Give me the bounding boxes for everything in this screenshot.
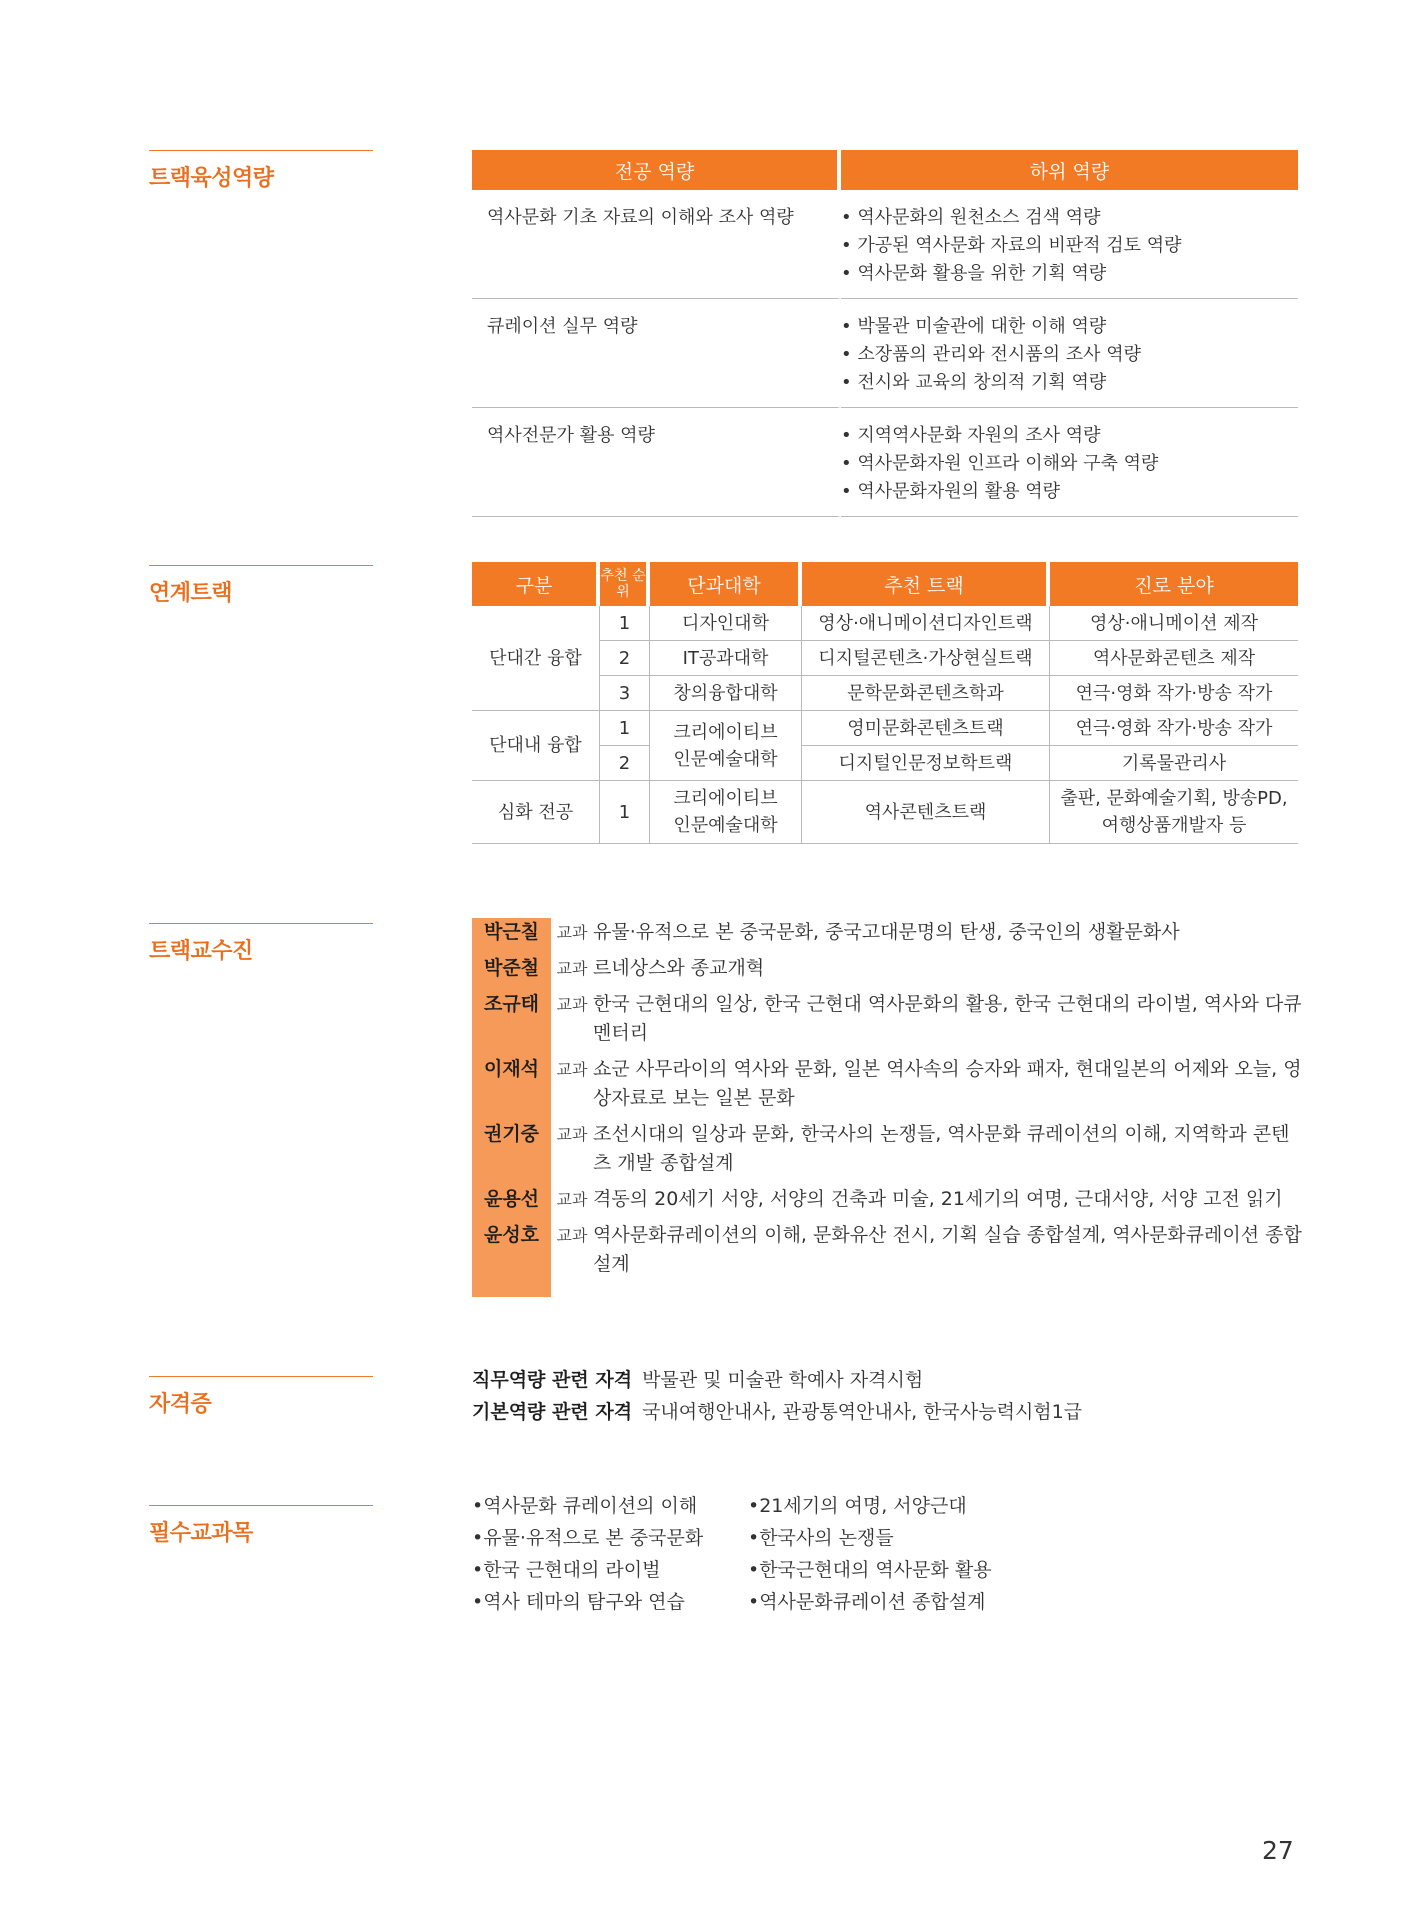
certificate-label: 직무역량 관련 자격 [472, 1369, 633, 1391]
rank-cell: 1 [600, 606, 650, 641]
list-item: •역사 테마의 탐구와 연습 [472, 1591, 685, 1613]
list-item: •한국사의 논쟁들 [748, 1527, 894, 1549]
sub-competency: • 가공된 역사문화 자료의 비판적 검토 역량 [841, 235, 1182, 256]
header-sub-competency: 하위 역량 [841, 150, 1298, 190]
rank-cell: 1 [600, 781, 650, 844]
sub-competency: • 역사문화 활용을 위한 기획 역량 [841, 263, 1107, 284]
faculty-row [472, 990, 1302, 1048]
career-cell: 출판, 문화예술기획, 방송PD, 여행상품개발자 등 [1050, 781, 1298, 844]
faculty-row [472, 954, 1302, 983]
section-title-linked-track: 연계트랙 [149, 565, 373, 607]
sub-competency: • 역사문화의 원천소스 검색 역량 [841, 207, 1101, 228]
category-cell: 단대내 융합 [472, 711, 600, 781]
sub-competency: • 박물관 미술관에 대한 이해 역량 [841, 316, 1107, 337]
faculty-title: 교과 [556, 923, 588, 942]
sub-competency-list [841, 299, 1298, 408]
list-item: •21세기의 여명, 서양근대 [748, 1495, 967, 1517]
table-row [472, 781, 1298, 844]
category-cell: 단대간 융합 [472, 606, 600, 711]
rank-cell: 1 [600, 711, 650, 746]
career-cell: 기록물관리사 [1050, 746, 1298, 781]
career-cell: 영상·애니메이션 제작 [1050, 606, 1298, 641]
faculty-row [472, 1221, 1302, 1279]
header-major-competency: 전공 역량 [472, 150, 841, 190]
competency-table [472, 150, 1298, 517]
certificate-value: 박물관 및 미술관 학예사 자격시험 [642, 1369, 924, 1391]
faculty-title: 교과 [556, 1226, 588, 1245]
faculty-title: 교과 [556, 959, 588, 978]
header-track: 추천 트랙 [802, 562, 1050, 606]
header-career: 진로 분야 [1050, 562, 1298, 606]
sub-competency-list [841, 408, 1298, 517]
faculty-name: 박준철 [483, 957, 540, 979]
faculty-row [472, 1055, 1302, 1113]
faculty-title: 교과 [556, 1125, 588, 1144]
table-row [472, 190, 1298, 299]
track-cell: 역사콘텐츠트랙 [802, 781, 1050, 844]
certificate-list [472, 1364, 1082, 1428]
table-row [472, 299, 1298, 408]
sub-competency: • 역사문화자원의 활용 역량 [841, 481, 1061, 502]
major-competency: 역사전문가 활용 역량 [472, 408, 841, 517]
faculty-name: 윤성호 [483, 1224, 540, 1246]
faculty-row [472, 1120, 1302, 1178]
faculty-courses: 유물·유적으로 본 중국문화, 중국고대문명의 탄생, 중국인의 생활문화사 [593, 921, 1180, 943]
track-cell: 영미문화콘텐츠트랙 [802, 711, 1050, 746]
section-title-certificates: 자격증 [149, 1376, 373, 1418]
section-title-competency: 트랙육성역량 [149, 150, 373, 192]
faculty-list [472, 918, 1302, 1286]
faculty-name: 권기중 [483, 1123, 540, 1145]
college-cell: 창의융합대학 [650, 676, 802, 711]
track-cell: 영상·애니메이션디자인트랙 [802, 606, 1050, 641]
faculty-row [472, 1185, 1302, 1214]
sub-competency: • 전시와 교육의 창의적 기획 역량 [841, 372, 1107, 393]
list-item: •역사문화큐레이션 종합설계 [748, 1591, 986, 1613]
faculty-courses: 조선시대의 일상과 문화, 한국사의 논쟁들, 역사문화 큐레이션의 이해, 지역학과 콘텐츠 개발 종합설계 [593, 1123, 1290, 1174]
sub-competency: • 지역역사문화 자원의 조사 역량 [841, 425, 1101, 446]
header-category: 구분 [472, 562, 600, 606]
track-cell: 문학문화콘텐츠학과 [802, 676, 1050, 711]
college-cell: IT공과대학 [650, 641, 802, 676]
faculty-name: 조규태 [483, 993, 540, 1015]
page-number: 27 [1262, 1836, 1294, 1865]
career-cell: 역사문화콘텐츠 제작 [1050, 641, 1298, 676]
sub-competency-list [841, 190, 1298, 299]
list-item: •한국근현대의 역사문화 활용 [748, 1559, 992, 1581]
certificate-row [472, 1396, 1082, 1428]
table-row [472, 408, 1298, 517]
faculty-name: 이재석 [483, 1058, 540, 1080]
list-item: •한국 근현대의 라이벌 [472, 1559, 661, 1581]
certificate-label: 기본역량 관련 자격 [472, 1401, 633, 1423]
header-rank: 추천 순위 [600, 562, 650, 606]
header-college: 단과대학 [650, 562, 802, 606]
required-courses-right [748, 1490, 992, 1618]
rank-cell: 2 [600, 641, 650, 676]
faculty-name: 박근칠 [483, 921, 540, 943]
faculty-title: 교과 [556, 1060, 588, 1079]
college-cell: 디자인대학 [650, 606, 802, 641]
section-title-faculty: 트랙교수진 [149, 923, 373, 965]
faculty-courses: 르네상스와 종교개혁 [593, 957, 765, 979]
sub-competency: • 역사문화자원 인프라 이해와 구축 역량 [841, 453, 1159, 474]
faculty-row [472, 918, 1302, 947]
faculty-name: 윤용선 [483, 1188, 540, 1210]
table-row [472, 711, 1298, 746]
required-courses-left [472, 1490, 703, 1618]
linked-track-table [472, 562, 1298, 844]
faculty-title: 교과 [556, 1190, 588, 1209]
college-cell: 크리에이티브 인문예술대학 [650, 711, 802, 781]
certificate-row [472, 1364, 1082, 1396]
list-item: •유물·유적으로 본 중국문화 [472, 1527, 704, 1549]
rank-cell: 2 [600, 746, 650, 781]
career-cell: 연극·영화 작가·방송 작가 [1050, 711, 1298, 746]
certificate-value: 국내여행안내사, 관광통역안내사, 한국사능력시험1급 [642, 1401, 1083, 1423]
section-title-required-courses: 필수교과목 [149, 1505, 373, 1547]
faculty-courses: 격동의 20세기 서양, 서양의 건축과 미술, 21세기의 여명, 근대서양, 서양 고전 읽기 [593, 1188, 1283, 1210]
track-cell: 디지털콘텐츠·가상현실트랙 [802, 641, 1050, 676]
faculty-courses: 역사문화큐레이션의 이해, 문화유산 전시, 기획 실습 종합설계, 역사문화큐레이션 종합 설계 [593, 1224, 1302, 1275]
table-row [472, 606, 1298, 641]
rank-cell: 3 [600, 676, 650, 711]
faculty-courses: 한국 근현대의 일상, 한국 근현대 역사문화의 활용, 한국 근현대의 라이벌, 역사와 다큐멘터리 [593, 993, 1302, 1044]
faculty-courses: 쇼군 사무라이의 역사와 문화, 일본 역사속의 승자와 패자, 현대일본의 어제와 오늘, 영상자료로 보는 일본 문화 [593, 1058, 1302, 1109]
career-cell: 연극·영화 작가·방송 작가 [1050, 676, 1298, 711]
sub-competency: • 소장품의 관리와 전시품의 조사 역량 [841, 344, 1142, 365]
major-competency: 역사문화 기초 자료의 이해와 조사 역량 [472, 190, 841, 299]
major-competency: 큐레이션 실무 역량 [472, 299, 841, 408]
faculty-title: 교과 [556, 995, 588, 1014]
category-cell: 심화 전공 [472, 781, 600, 844]
list-item: •역사문화 큐레이션의 이해 [472, 1495, 698, 1517]
track-cell: 디지털인문정보학트랙 [802, 746, 1050, 781]
college-cell: 크리에이티브 인문예술대학 [650, 781, 802, 844]
